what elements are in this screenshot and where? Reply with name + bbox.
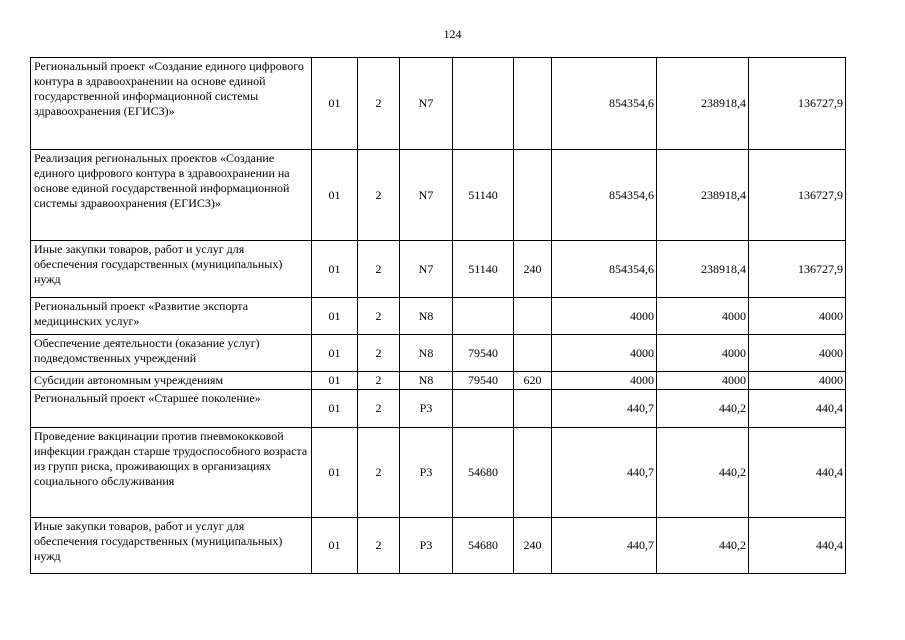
cell-amount-2: 4000: [657, 372, 749, 390]
cell-amount-3: 136727,9: [749, 58, 846, 150]
cell-direction-code: [453, 58, 514, 150]
table-row: [31, 58, 846, 150]
cell-program: P3: [400, 390, 453, 428]
cell-amount-1: 854354,6: [552, 58, 657, 150]
cell-amount-2: 440,2: [657, 428, 749, 518]
cell-program: N7: [400, 241, 453, 298]
cell-amount-2: 440,2: [657, 390, 749, 428]
cell-direction-code: 54680: [453, 428, 514, 518]
table-body: [31, 58, 846, 574]
cell-expense-type: [514, 390, 552, 428]
cell-expense-type: [514, 150, 552, 241]
cell-amount-2: 4000: [657, 298, 749, 335]
cell-program: N8: [400, 372, 453, 390]
cell-expense-type: [514, 428, 552, 518]
cell-amount-3: 136727,9: [749, 241, 846, 298]
cell-amount-1: 4000: [552, 372, 657, 390]
cell-expense-type: [514, 298, 552, 335]
cell-amount-3: 4000: [749, 298, 846, 335]
row-name: Обеспечение деятельности (оказание услуг) подведомственных учреждений: [31, 335, 312, 372]
cell-direction-code: 51140: [453, 150, 514, 241]
cell-subsection: 2: [358, 518, 400, 574]
table-row: [31, 390, 846, 428]
row-name: Иные закупки товаров, работ и услуг для обеспечения государственных (муниципальных) нужд: [31, 518, 312, 574]
cell-section: 01: [312, 58, 358, 150]
cell-section: 01: [312, 428, 358, 518]
row-name: Проведение вакцинации против пневмококковой инфекции граждан старше трудоспособного возраста из групп риска, проживающих в организациях социального обслуживания: [31, 428, 312, 518]
cell-expense-type: 620: [514, 372, 552, 390]
row-name: Региональный проект «Развитие экспорта медицинских услуг»: [31, 298, 312, 335]
cell-amount-3: 4000: [749, 335, 846, 372]
cell-amount-1: 4000: [552, 335, 657, 372]
table-row: [31, 518, 846, 574]
budget-table: [30, 57, 846, 574]
cell-amount-3: 136727,9: [749, 150, 846, 241]
cell-program: P3: [400, 518, 453, 574]
cell-expense-type: [514, 335, 552, 372]
cell-amount-2: 4000: [657, 335, 749, 372]
cell-direction-code: [453, 390, 514, 428]
cell-expense-type: [514, 58, 552, 150]
cell-direction-code: 79540: [453, 372, 514, 390]
table-row: [31, 428, 846, 518]
row-name: Реализация региональных проектов «Создание единого цифрового контура в здравоохранении на основе единой государственной информационной системы здравоохранения (ЕГИСЗ)»: [31, 150, 312, 241]
table-row: [31, 298, 846, 335]
cell-program: P3: [400, 428, 453, 518]
cell-direction-code: 51140: [453, 241, 514, 298]
cell-amount-1: 440,7: [552, 428, 657, 518]
cell-subsection: 2: [358, 58, 400, 150]
cell-amount-2: 440,2: [657, 518, 749, 574]
cell-amount-3: 440,4: [749, 390, 846, 428]
table-row: [31, 372, 846, 390]
cell-amount-1: 440,7: [552, 390, 657, 428]
cell-expense-type: 240: [514, 518, 552, 574]
cell-section: 01: [312, 518, 358, 574]
table-row: [31, 241, 846, 298]
cell-section: 01: [312, 150, 358, 241]
cell-section: 01: [312, 372, 358, 390]
cell-amount-2: 238918,4: [657, 150, 749, 241]
cell-program: N7: [400, 58, 453, 150]
cell-amount-1: 4000: [552, 298, 657, 335]
cell-amount-3: 440,4: [749, 428, 846, 518]
cell-subsection: 2: [358, 372, 400, 390]
cell-section: 01: [312, 390, 358, 428]
table-row: [31, 150, 846, 241]
cell-program: N8: [400, 298, 453, 335]
row-name: Региональный проект «Создание единого цифрового контура в здравоохранении на основе единой государственной информационной системы здравоохранения (ЕГИСЗ)»: [31, 58, 312, 150]
cell-amount-1: 440,7: [552, 518, 657, 574]
row-name: Региональный проект «Старшее поколение»: [31, 390, 312, 428]
row-name: Субсидии автономным учреждениям: [31, 372, 312, 390]
cell-subsection: 2: [358, 428, 400, 518]
cell-section: 01: [312, 335, 358, 372]
row-name: Иные закупки товаров, работ и услуг для обеспечения государственных (муниципальных) нужд: [31, 241, 312, 298]
cell-subsection: 2: [358, 335, 400, 372]
cell-amount-3: 4000: [749, 372, 846, 390]
cell-amount-2: 238918,4: [657, 58, 749, 150]
cell-subsection: 2: [358, 150, 400, 241]
table-row: [31, 335, 846, 372]
cell-subsection: 2: [358, 390, 400, 428]
cell-direction-code: [453, 298, 514, 335]
cell-section: 01: [312, 298, 358, 335]
cell-expense-type: 240: [514, 241, 552, 298]
cell-amount-3: 440,4: [749, 518, 846, 574]
page-number: 124: [443, 27, 462, 41]
cell-amount-1: 854354,6: [552, 241, 657, 298]
cell-program: N8: [400, 335, 453, 372]
cell-direction-code: 54680: [453, 518, 514, 574]
cell-subsection: 2: [358, 298, 400, 335]
cell-amount-2: 238918,4: [657, 241, 749, 298]
cell-section: 01: [312, 241, 358, 298]
cell-subsection: 2: [358, 241, 400, 298]
cell-direction-code: 79540: [453, 335, 514, 372]
cell-amount-1: 854354,6: [552, 150, 657, 241]
cell-program: N7: [400, 150, 453, 241]
